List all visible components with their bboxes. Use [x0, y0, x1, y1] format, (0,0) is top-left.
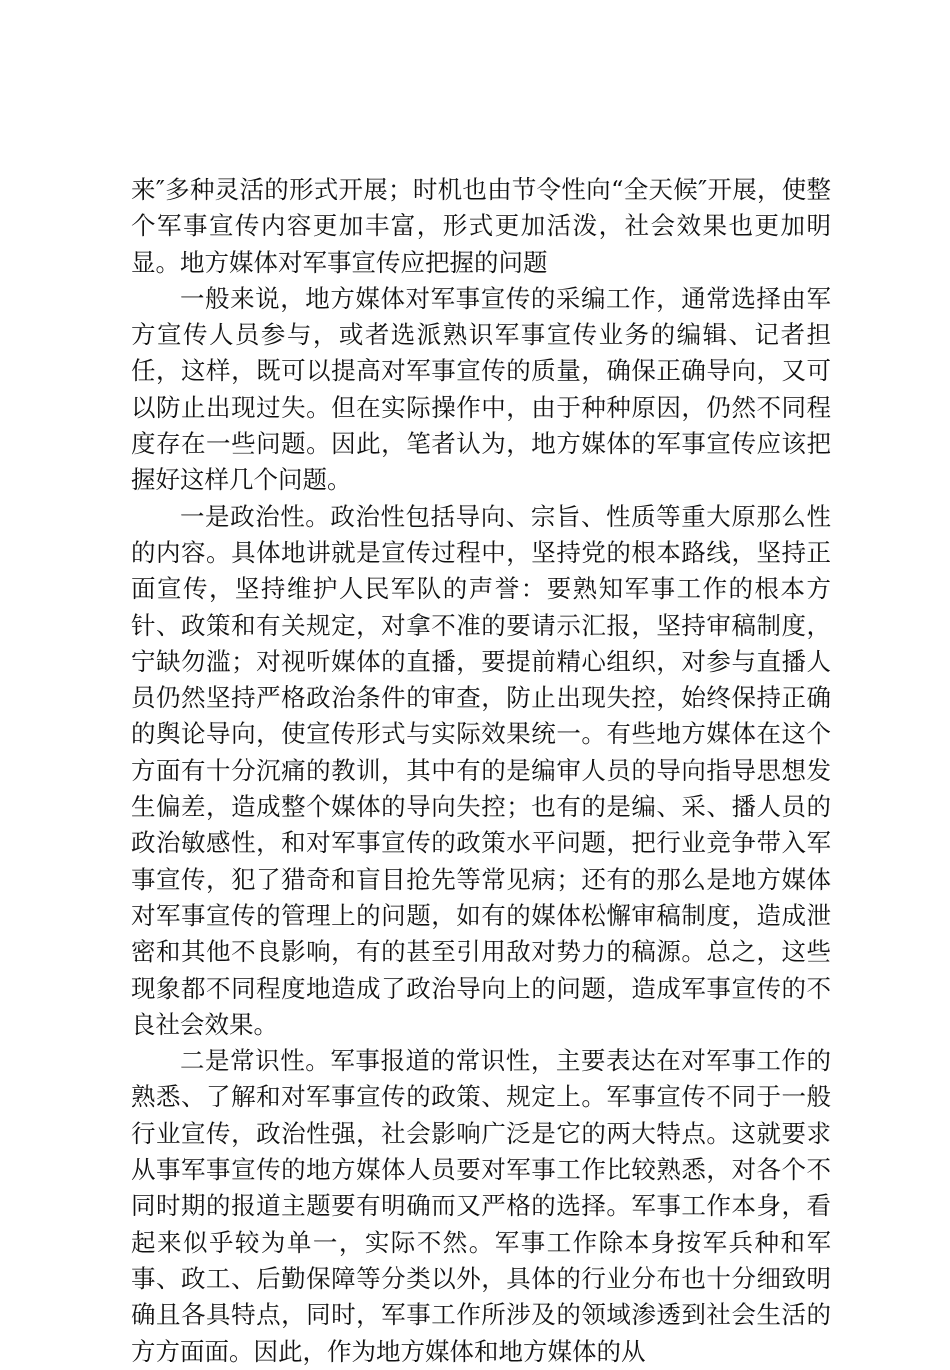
paragraph-overview: 一般来说，地方媒体对军事宣传的采编工作，通常选择由军方宣传人员参与，或者选派熟识军事宣传业务的编辑、记者担任，这样，既可以提高对军事宣传的质量，确保正确导向，又可以防止出现过失。但在实际操作中，由于种种原因，仍然不同程度存在一些问题。因此，笔者认为，地方媒体的军事宣传应该把握好这样几个问题。: [131, 283, 831, 495]
paragraph-common-sense: 二是常识性。军事报道的常识性，主要表达在对军事工作的熟悉、了解和对军事宣传的政策、规定上。军事宣传不同于一般行业宣传，政治性强，社会影响广泛是它的两大特点。这就要求从事军事宣传的地方媒体人员要对军事工作比较熟悉，对各个不同时期的报道主题要有明确而又严格的选择。军事工作本身，看起来似乎较为单一，实际不然。军事工作除本身按军兵种和军事、政工、后勤保障等分类以外，具体的行业分布也十分细致明确且各具特点，同时，军事工作所涉及的领域渗透到社会生活的方方面面。因此，作为地方媒体和地方媒体的从: [131, 1046, 831, 1366]
paragraph-continuation: 来″多种灵活的形式开展；时机也由节令性向“全天候″开展，使整个军事宣传内容更加丰富，形式更加活泼，社会效果也更加明显。地方媒体对军事宣传应把握的问题: [131, 175, 831, 277]
paragraph-political: 一是政治性。政治性包括导向、宗旨、性质等重大原那么性的内容。具体地讲就是宣传过程中，坚持党的根本路线，坚持正面宣传，坚持维护人民军队的声誉：要熟知军事工作的根本方针、政策和有关规定，对拿不准的要请示汇报，坚持审稿制度，宁缺勿滥；对视听媒体的直播，要提前精心组织，对参与直播人员仍然坚持严格政治条件的审查，防止出现失控，始终保持正确的舆论导向，使宣传形式与实际效果统一。有些地方媒体在这个方面有十分沉痛的教训，其中有的是编审人员的导向指导思想发生偏差，造成整个媒体的导向失控；也有的是编、采、播人员的政治敏感性，和对军事宣传的政策水平问题，把行业竞争带入军事宣传，犯了猎奇和盲目抢先等常见病；还有的那么是地方媒体对军事宣传的管理上的问题，如有的媒体松懈审稿制度，造成泄密和其他不良影响，有的甚至引用敌对势力的稿源。总之，这些现象都不同程度地造成了政治导向上的问题，造成军事宣传的不良社会效果。: [131, 501, 831, 1039]
document-body: [131, 172, 831, 1370]
